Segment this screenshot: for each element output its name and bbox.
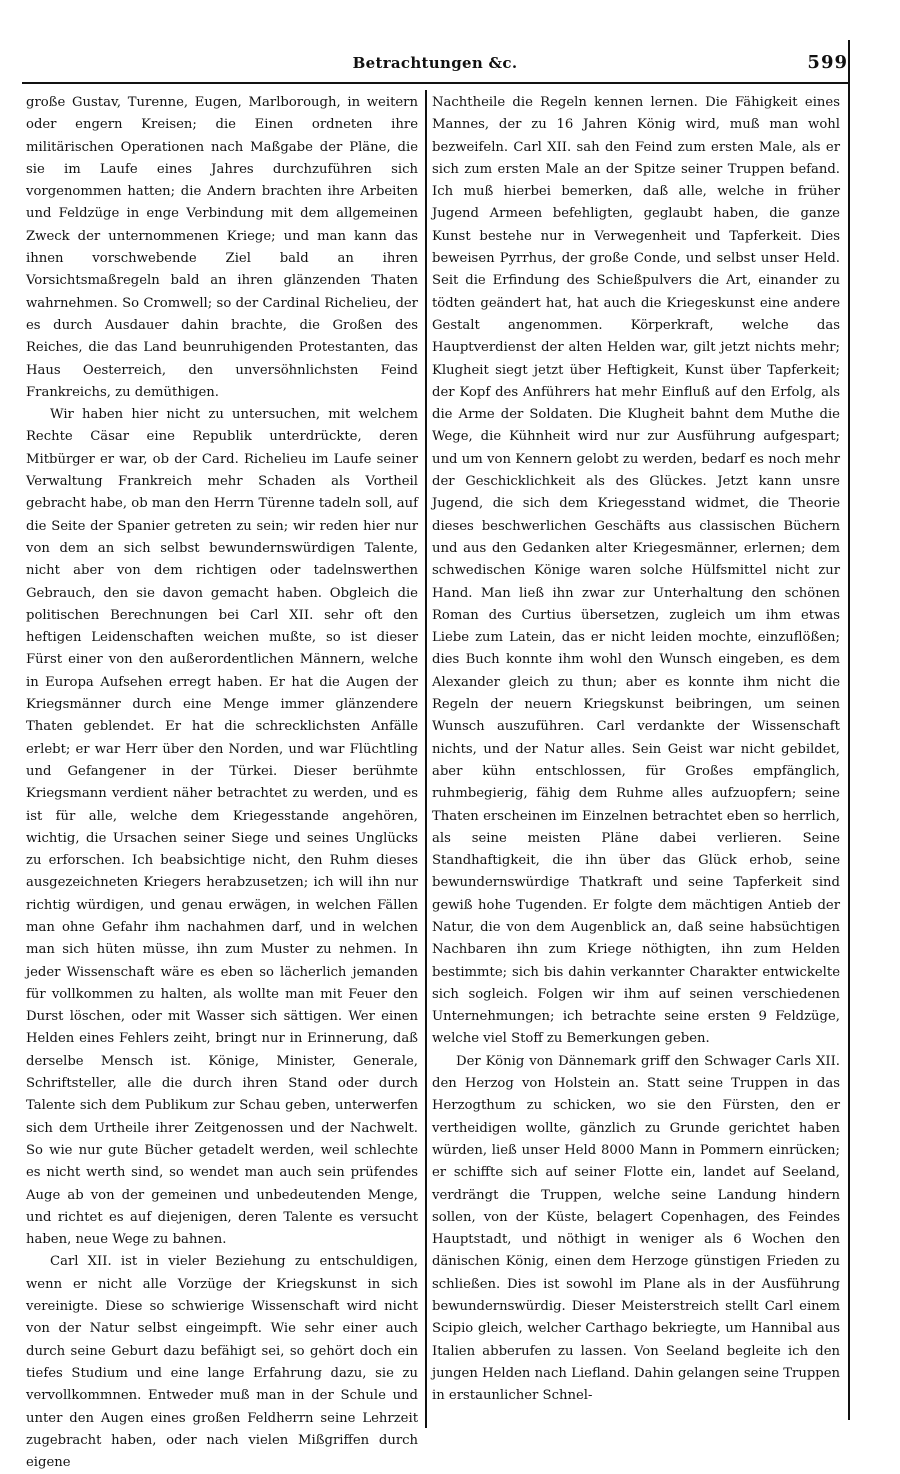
paragraph: große Gustav, Turenne, Eugen, Marlborough, in weitern oder engern Kreisen; die Einen ordneten ihre militärischen Operationen nach Maßgabe der Pläne, die sie im Laufe eines Jahres durchzuführen sich vorgenommen hatten; die Andern brachten ihre Arbeiten und Feldzüge in enge Verbindung mit dem allgemeinen Zweck der unternommenen Kriege; und man kann das ihnen vorschwebende Ziel bald an ihren Vorsichtsmaßregeln bald an ihren glänzenden Thaten wahrnehmen. So Cromwell; so der Cardinal Richelieu, der es durch Ausdauer dahin brachte, die Großen des Reiches, die das Land beunruhigenden Protestanten, das Haus Oesterreich, den unversöhnlichsten Feind Frankreichs, zu demüthigen. [26,95,418,400]
right-column [432,92,840,1427]
header-rule [22,82,848,84]
running-title: Betrachtungen &c. [352,54,518,72]
page-number: 599 [807,52,848,73]
left-column [26,92,418,1471]
paragraph: Carl XII. ist in vieler Beziehung zu entschuldigen, wenn er nicht alle Vorzüge der Kriegskunst in sich vereinigte. Diese so schwierige Wissenschaft wird nicht von der Natur selbst eingeimpft. Wie sehr einer auch durch seine Geburt dazu befähigt sei, so gehört doch ein tiefes Studium und eine lange Erfahrung dazu, sie zu vervollkommnen. Entweder muß man in der Schule und unter den Augen eines großen Feldherrn seine Lehrzeit zugebracht haben, oder nach vielen Mißgriffen durch eigene [26,1254,418,1471]
right-margin-rule [848,40,850,1420]
paragraph: Nachtheile die Regeln kennen lernen. Die Fähigkeit eines Mannes, der zu 16 Jahren König wird, muß man wohl bezweifeln. Carl XII. sah den Feind zum ersten Male, als er sich zum ersten Male an der Spitze seiner Truppen befand. Ich muß hierbei bemerken, daß alle, welche in früher Jugend Armeen befehligten, geglaubt haben, die ganze Kunst bestehe nur in Verwegenheit und Tapferkeit. Dies beweisen Pyrrhus, der große Conde, und selbst unser Held. Seit die Erfindung des Schießpulvers die Art, einander zu tödten geändert hat, hat auch die Kriegeskunst eine andere Gestalt angenommen. Körperkraft, welche das Hauptverdienst der alten Helden war, gilt jetzt nichts mehr; Klugheit siegt jetzt über Heftigkeit, Kunst über Tapferkeit; der Kopf des Anführers hat mehr Einfluß auf den Erfolg, als die Arme der Soldaten. Die Klugheit bahnt dem Muthe die Wege, die Kühnheit wird nur zur Ausführung aufgespart; und um von Kennern gelobt zu werden, bedarf es noch mehr der Geschicklichkeit als des Glückes. Jetzt kann unsre Jugend, die sich dem Kriegesstand widmet, die Theorie dieses beschwerlichen Geschäfts aus classischen Büchern und aus den Gedanken alter Kriegesmänner, erlernen; dem schwedischen Könige waren solche Hülfsmittel nicht zur Hand. Man ließ ihn zwar zur Unterhaltung den schönen Roman des Curtius übersetzen, zugleich um ihm etwas Liebe zum Latein, das er nicht leiden mochte, einzuflößen; dies Buch konnte ihm wohl den Wunsch eingeben, es dem Alexander gleich zu thun; aber es konnte ihm nicht die Regeln der neuern Kriegskunst beibringen, um seinen Wunsch auszuführen. Carl verdankte der Wissenschaft nichts, und der Natur alles. Sein Geist war nicht gebildet, aber kühn entschlossen, für Großes empfänglich, ruhmbegierig, fähig dem Ruhme alles aufzuopfern; seine Thaten erscheinen im Einzelnen betrachtet eben so herrlich, als seine meisten Pläne dabei verlieren. Seine Standhaftigkeit, die ihn über das Glück erhob, seine bewundernswürdige Thatkraft und seine Tapferkeit sind gewiß hohe Tugenden. Er folgte dem mächtigen Antieb der Natur, die von dem Augenblick an, daß seine habsüchtigen Nachbaren ihn zum Kriege nöthigten, ihn zum Helden bestimmte; sich bis dahin verkannter Charakter entwickelte sich sogleich. Folgen wir ihm auf seinen verschiedenen Unternehmungen; ich betrachte seine ersten 9 Feldzüge, welche viel Stoff zu Bemerkungen geben. [432,95,840,1047]
paragraph: Wir haben hier nicht zu untersuchen, mit welchem Rechte Cäsar eine Republik unterdrückte, deren Mitbürger er war, ob der Card. Richelieu im Laufe seiner Verwaltung Frankreich mehr Schaden als Vortheil gebracht habe, ob man den Herrn Türenne tadeln soll, auf die Seite der Spanier getreten zu sein; wir reden hier nur von dem an sich selbst bewundernswürdigen Talente, nicht aber von dem richtigen oder tadelnswerthen Gebrauch, den sie davon gemacht haben. Obgleich die politischen Berechnungen bei Carl XII. sehr oft den heftigen Leidenschaften weichen mußte, so ist dieser Fürst einer von den außerordentlichen Männern, welche in Europa Aufsehen erregt haben. Er hat die Augen der Kriegsmänner durch eine Menge immer glänzendere Thaten geblendet. Er hat die schrecklichsten Anfälle erlebt; er war Herr über den Norden, und war Flüchtling und Gefangener in der Türkei. Dieser berühmte Kriegsmann verdient näher betrachtet zu werden, und es ist für alle, welche dem Kriegesstande angehören, wichtig, die Ursachen seiner Siege und seines Unglücks zu erforschen. Ich beabsichtige nicht, den Ruhm dieses ausgezeichneten Kriegers herabzusetzen; ich will ihn nur richtig würdigen, und genau erwägen, in welchen Fällen man ohne Gefahr ihm nachahmen darf, und in welchen man sich hüten müsse, ihn zum Muster zu nehmen. In jeder Wissenschaft wäre es eben so lächerlich jemanden für vollkommen zu halten, als wollte man mit Feuer den Durst löschen, oder mit Wasser sich sättigen. Wer einen Helden eines Fehlers zeiht, bringt nur in Erinnerung, daß derselbe Mensch ist. Könige, Minister, Generale, Schriftsteller, alle die durch ihren Stand oder durch Talente sich dem Publikum zur Schau geben, unterwerfen sich dem Urtheile ihrer Zeitgenossen und der Nachwelt. So wie nur gute Bücher getadelt werden, weil schlechte es nicht werth sind, so wendet man auch sein prüfendes Auge ab von der gemeinen und unbedeutenden Menge, und richtet es auf diejenigen, deren Talente es versucht haben, neue Wege zu bahnen. [26,407,418,1248]
running-header [22,52,848,82]
paragraph: Der König von Dännemark griff den Schwager Carls XII. den Herzog von Holstein an. Statt seine Truppen in das Herzogthum zu schicken, wo sie den Fürsten, den er vertheidigen wollte, gänzlich zu Grunde gerichtet haben würden, ließ unser Held 8000 Mann in Pommern einrücken; er schiffte sich auf seiner Flotte ein, landet auf Seeland, verdrängt die Truppen, welche seine Landung hindern sollen, von der Küste, belagert Copenhagen, des Feindes Hauptstadt, und nöthigt in weniger als 6 Wochen den dänischen König, einen dem Herzoge günstigen Frieden zu schließen. Dies ist sowohl im Plane als in der Ausführung bewundernswürdig. Dieser Meisterstreich stellt Carl einem Scipio gleich, welcher Carthago bekriegte, um Hannibal aus Italien abberufen zu lassen. Von Seeland begleite ich den jungen Helden nach Liefland. Dahin gelangen seine Truppen in erstaunlicher Schnel- [432,1053,840,1404]
column-divider [425,90,427,1428]
